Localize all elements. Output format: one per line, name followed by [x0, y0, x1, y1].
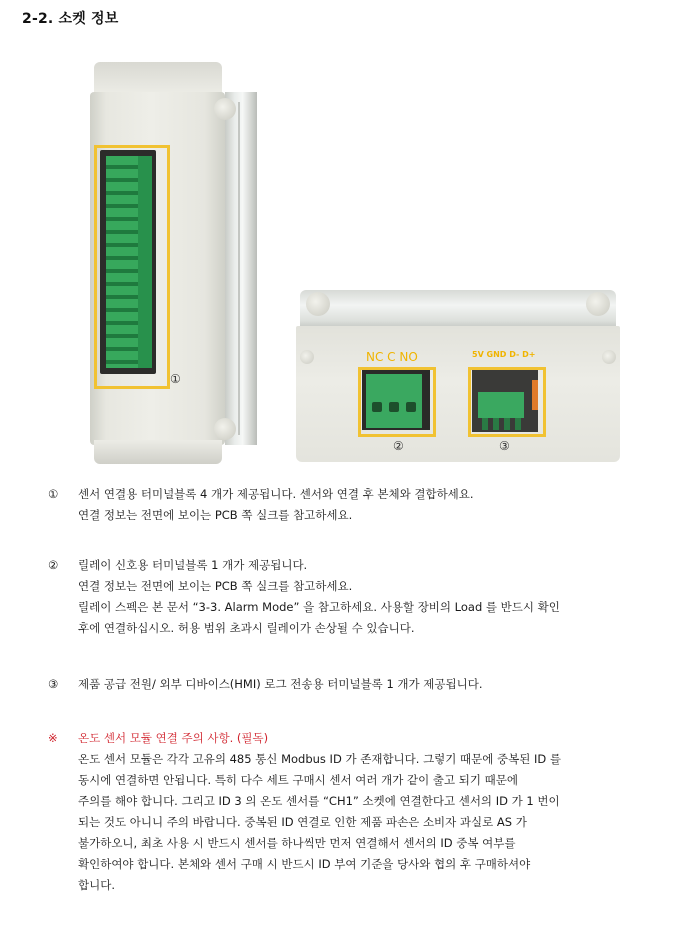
item-2: ② 릴레이 신호용 터미널블록 1 개가 제공됩니다. 연결 정보는 전면에 보이는 PCB 쪽 실크를 참고하세요. 릴레이 스펙은 본 문서 “3-3. Alarm Mode” 을 참고하세요. 사용할 장비의 Load 를 반드시 확인 후에 연결하십시오. 허용 범위 초과시 릴레이가 손상될 수 있습니다. — [48, 555, 560, 639]
front-view-device-image — [292, 290, 624, 464]
sensor-terminal-highlight — [94, 145, 170, 389]
warning-section: ※ 온도 센서 모듈 연결 주의 사항. (필독) 온도 센서 모듈은 각각 고유의 485 통신 Modbus ID 가 존재합니다. 그렇기 때문에 중복된 ID 를 동시에 연결하면 안됩니다. 특히 다수 세트 구매시 센서 여러 개가 같이 출고 되기 때문에 주의를 해야 합니다. 그리고 ID 3 의 온도 센서를 “CH1” 소켓에 연결한다고 센서의 ID 가 1 번이 되는 것도 아니니 주의 바랍니다. 중복된 ID 연결로 인한 제품 파손은 소비자 과실로 AS 가 불가하오니, 최초 사용 시 반드시 센서를 하나씩만 먼저 연결해서 센서의 ID 중복 여부를 확인하여야 합니다. 본체와 센서 구매 시 반드시 ID 부여 기준을 당사와 협의 후 구매하셔야 합니다. — [48, 728, 561, 896]
case-screw-knob — [214, 418, 236, 440]
power-pin-label: 5V GND D- D+ — [472, 350, 536, 359]
warning-marker: ※ — [48, 731, 58, 745]
case-bottom — [94, 440, 222, 464]
relay-pin-label: NC C NO — [366, 350, 418, 364]
case-body — [296, 326, 620, 462]
case-top — [94, 62, 222, 94]
marker-3-label: ③ — [499, 439, 510, 453]
case-screw-knob — [214, 98, 236, 120]
item-2-marker: ② — [48, 558, 59, 572]
case-screw-knob — [586, 292, 610, 316]
section-heading: 2-2. 소켓 정보 — [22, 11, 119, 27]
marker-1-label: ① — [170, 372, 181, 386]
warning-title: 온도 센서 모듈 연결 주의 사항. (필독) — [78, 731, 269, 745]
transparent-lid — [300, 290, 616, 328]
item-3-marker: ③ — [48, 677, 59, 691]
side-view-device-image — [90, 62, 258, 465]
relay-socket-highlight — [358, 367, 436, 437]
transparent-lid — [225, 92, 257, 445]
item-3: ③ 제품 공급 전원/ 외부 디바이스(HMI) 로그 전송용 터미널블록 1 개가 제공됩니다. — [48, 674, 483, 695]
item-1: ① 센서 연결용 터미널블록 4 개가 제공됩니다. 센서와 연결 후 본체와 결합하세요. 연결 정보는 전면에 보이는 PCB 쪽 실크를 참고하세요. — [48, 484, 474, 526]
marker-2-label: ② — [393, 439, 404, 453]
power-socket-highlight — [468, 367, 546, 437]
item-1-marker: ① — [48, 487, 59, 501]
case-screw-knob — [306, 292, 330, 316]
